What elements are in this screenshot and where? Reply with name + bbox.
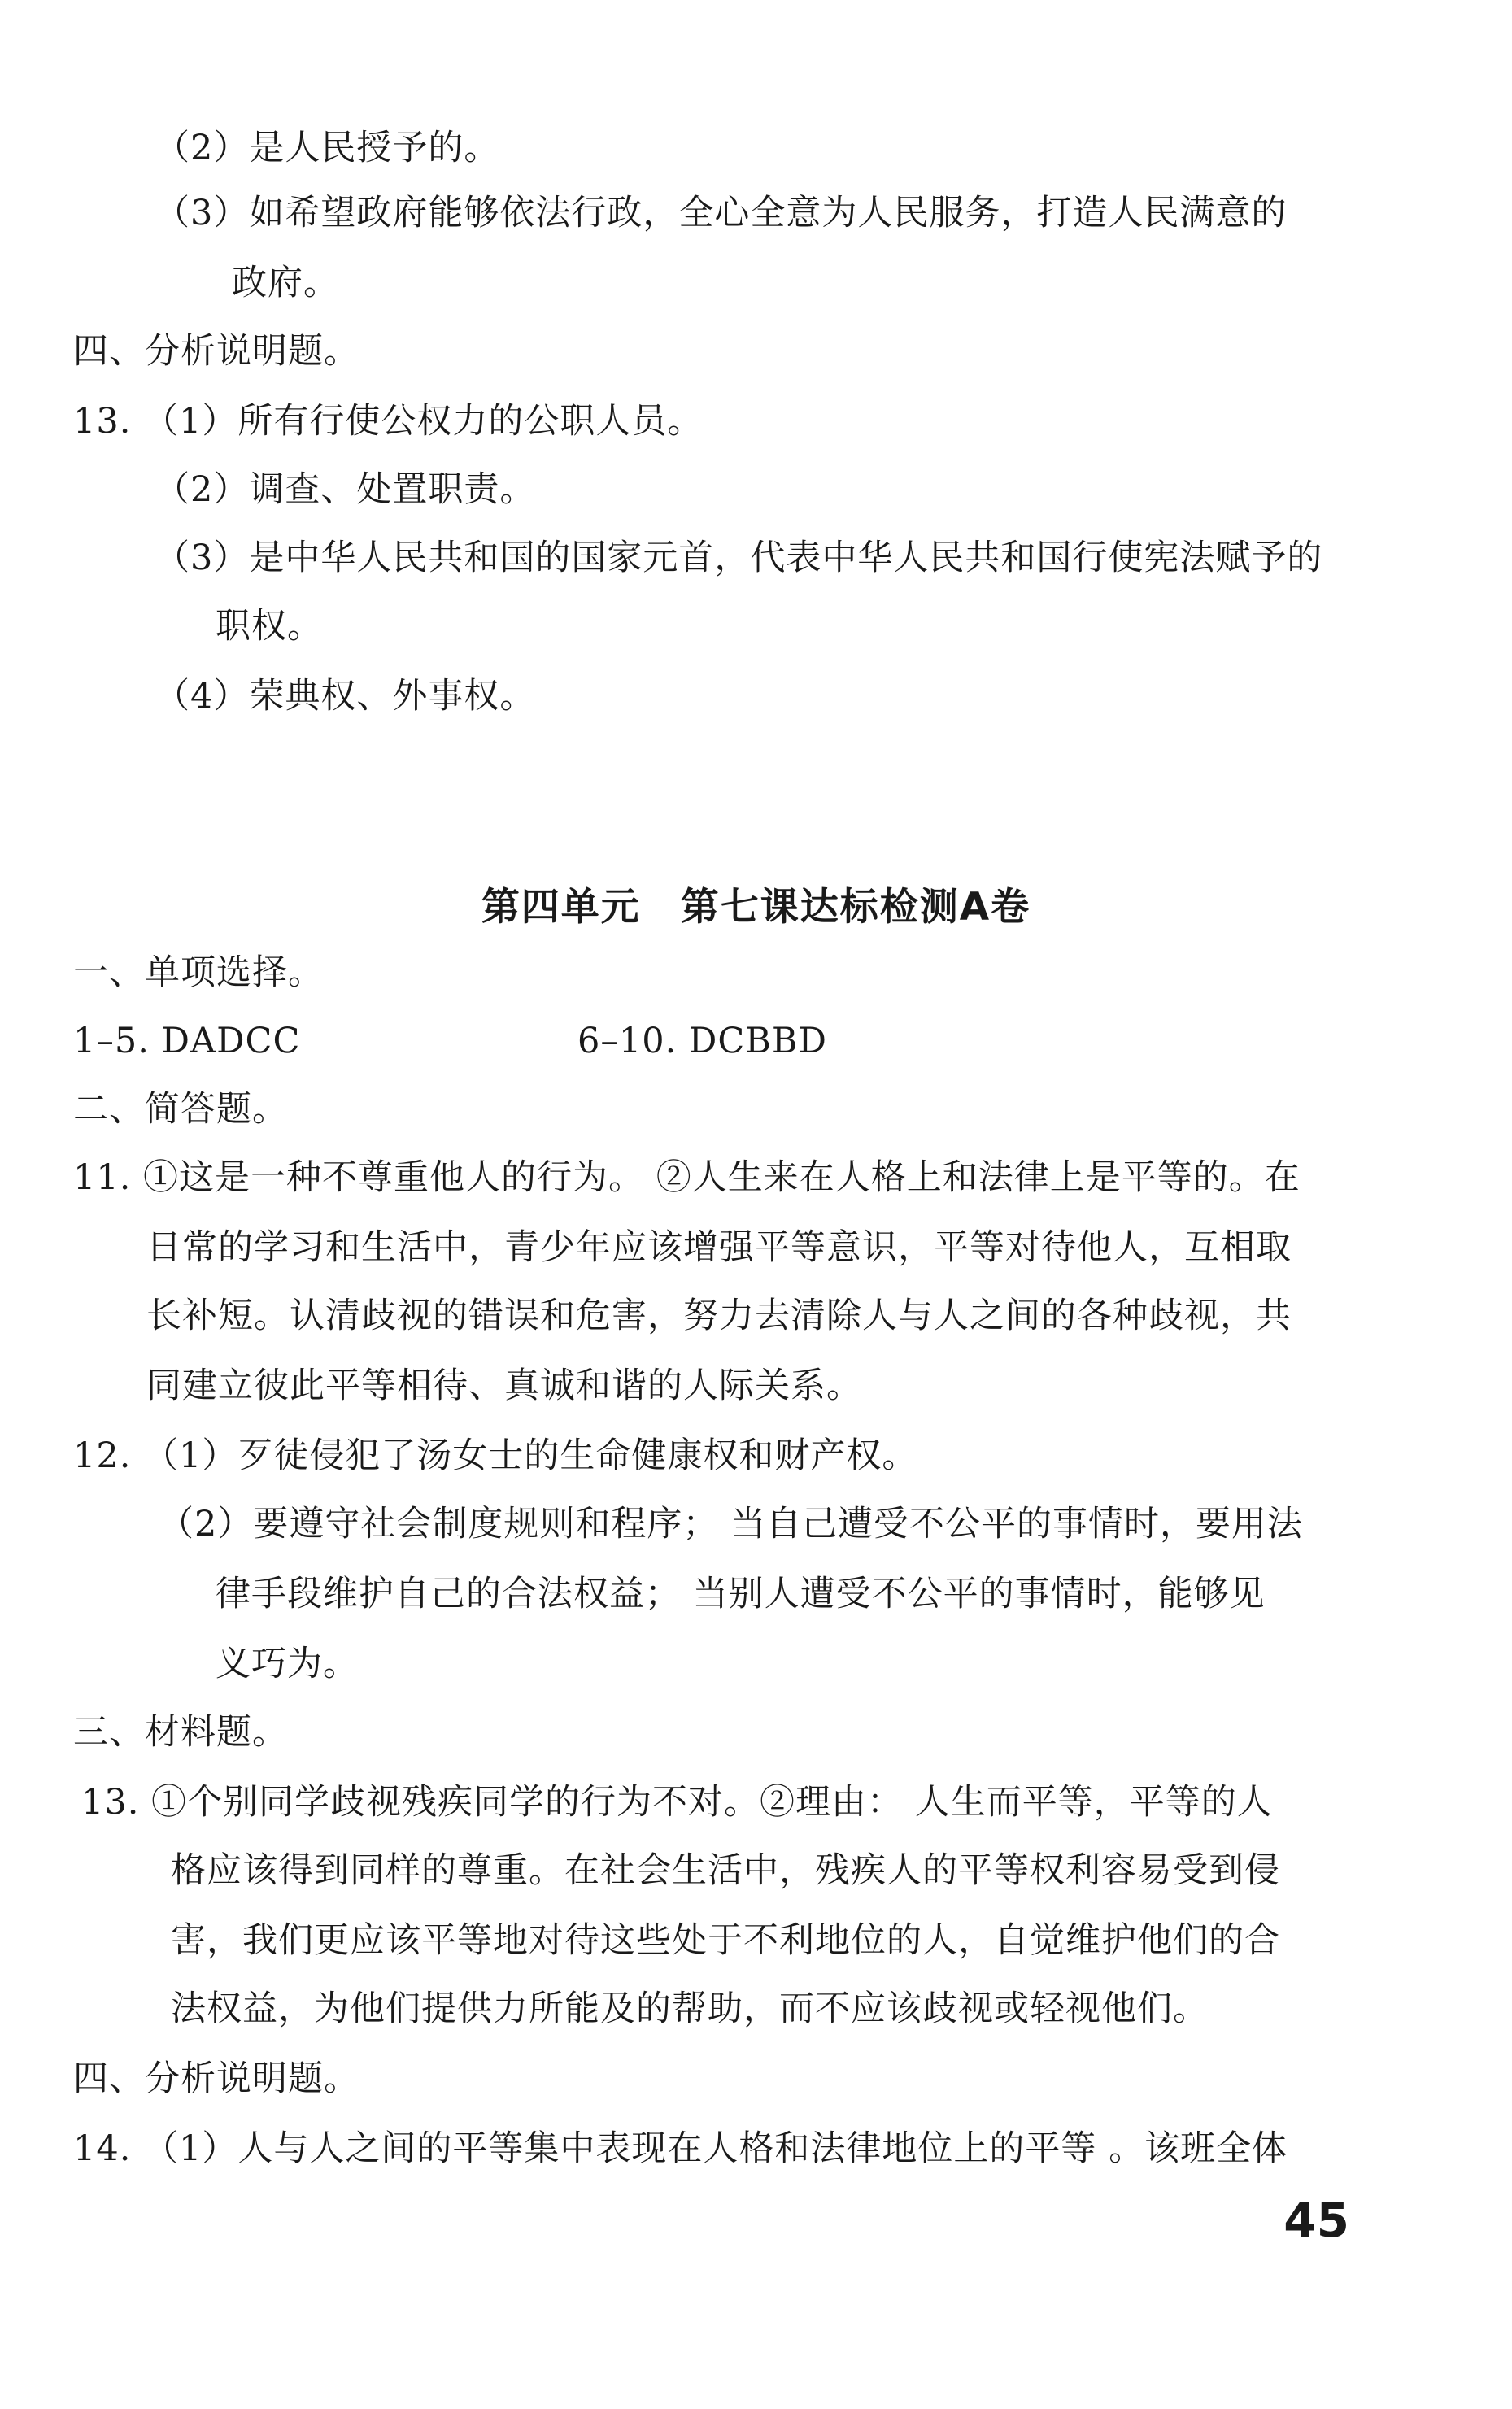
- answer-line: 法权益，为他们提供力所能及的帮助，而不应该歧视或轻视他们。: [171, 1989, 1209, 2029]
- section-heading: 一、单项选择。: [73, 952, 324, 993]
- answer-line: 政府。: [232, 263, 339, 303]
- section-heading: 二、简答题。: [73, 1089, 288, 1130]
- answer-line: 同建立彼此平等相待、真诚和谐的人际关系。: [146, 1366, 862, 1406]
- answer-line: （3）如希望政府能够依法行政，全心全意为人民服务，打造人民满意的: [155, 193, 1288, 233]
- answer-line: 义巧为。: [216, 1644, 359, 1684]
- answer-line: （2）要遵守社会制度规则和程序； 当自己遭受不公平的事情时，要用法: [159, 1504, 1304, 1544]
- answer-line: 1–5. DADCC: [73, 1021, 301, 1061]
- answer-line: 12. （1）歹徒侵犯了汤女士的生命健康权和财产权。: [73, 1435, 918, 1476]
- answer-line: （2）调查、处置职责。: [155, 469, 536, 510]
- answer-line: （3）是中华人民共和国的国家元首，代表中华人民共和国行使宪法赋予的: [155, 538, 1323, 578]
- section-title: 第四单元 第七课达标检测A卷: [481, 885, 1031, 930]
- answer-line: 长补短。认清歧视的错误和危害，努力去清除人与人之间的各种歧视，共: [146, 1296, 1292, 1336]
- section-heading: 四、分析说明题。: [73, 2058, 359, 2099]
- answer-line: 日常的学习和生活中，青少年应该增强平等意识，平等对待他人，互相取: [146, 1227, 1292, 1268]
- answer-line: 11. ①这是一种不尊重他人的行为。 ②人生来在人格上和法律上是平等的。在: [73, 1157, 1301, 1198]
- answer-line: 14. （1）人与人之间的平等集中表现在人格和法律地位上的平等 。该班全体: [73, 2128, 1288, 2169]
- answer-line: 13. ①个别同学歧视残疾同学的行为不对。②理由： 人生而平等，平等的人: [81, 1782, 1273, 1823]
- answer-line: （4）荣典权、外事权。: [155, 676, 536, 717]
- answer-line: 格应该得到同样的尊重。在社会生活中，残疾人的平等权利容易受到侵: [171, 1850, 1280, 1891]
- answer-line: 6–10. DCBBD: [577, 1021, 827, 1061]
- answer-line: 13. （1）所有行使公权力的公职人员。: [73, 401, 704, 442]
- section-heading: 三、材料题。: [73, 1712, 288, 1753]
- answer-line: 律手段维护自己的合法权益； 当别人遭受不公平的事情时，能够见: [216, 1574, 1266, 1614]
- answer-line: （2）是人民授予的。: [155, 128, 500, 168]
- answer-line: 害，我们更应该平等地对待这些处于不利地位的人，自觉维护他们的合: [171, 1920, 1280, 1961]
- answer-line: 职权。: [216, 606, 323, 647]
- section-heading: 四、分析说明题。: [73, 331, 359, 372]
- page-number: 45: [1283, 2193, 1349, 2248]
